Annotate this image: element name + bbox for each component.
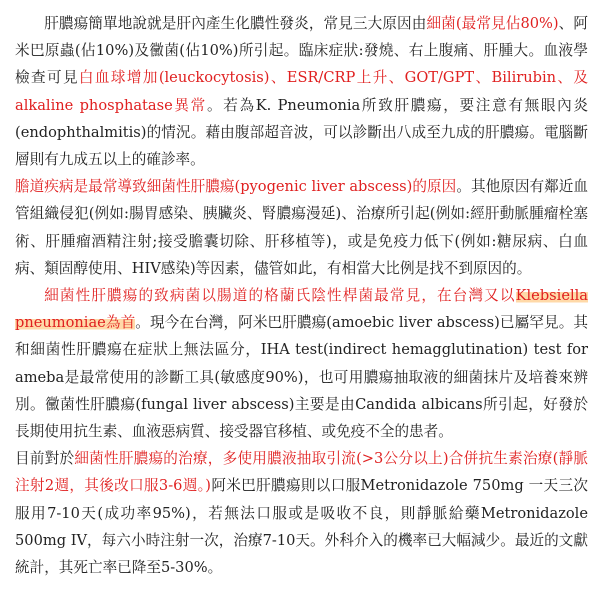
highlighted-text: 膽道疾病是最常導致細菌性肝膿瘍(pyogenic liver abscess)的原因 — [15, 178, 457, 196]
paragraph-pathogens — [15, 282, 588, 445]
highlighted-text: 細菌(最常見佔80%) — [426, 15, 559, 32]
text-run: 目前對於 — [15, 450, 75, 468]
highlighted-text: 細菌性肝膿瘍的治療，多使用膿液抽取引流(>3公分以上)合併抗生素治療(靜脈注射2週，其後改口服3-6週。) — [15, 450, 588, 495]
text-run: 、阿米巴原蟲(佔10%)及黴菌(佔10%)所引起。臨床症狀:發燒、右上腹痛、肝腫大。血液學檢查可見 — [15, 15, 588, 87]
marker-highlighted-text: Klebsiella pneumoniae為首 — [15, 287, 588, 332]
highlighted-text: 白血球增加(leuckocytosis)、ESR/CRP上升、GOT/GPT、Bilirubin、及alkaline phosphatase異常 — [15, 69, 588, 114]
paragraph-causes — [15, 173, 588, 282]
text-run: 肝膿瘍簡單地說就是肝內產生化膿性發炎，常見三大原因由 — [44, 15, 427, 32]
paragraph-liver-abscess-overview — [15, 10, 588, 173]
text-run: 。若為K. Pneumonia所致肝膿瘍，要注意有無眼內炎(endophthalmitis)的情況。藉由腹部超音波，可以診斷出八成至九成的肝膿瘍。電腦斷層則有九成五以上的確診率。 — [15, 96, 588, 169]
text-run: 。其他原因有鄰近血管組織侵犯(例如:腸胃感染、胰臟炎、腎膿瘍漫延)、治療所引起(例如:經肝動脈腫瘤栓塞術、肝腫瘤酒精注射;接受膽囊切除、肝移植等)，或是免疫力低下(例如:糖尿病、白血病、類固醇使用、HIV感染)等因素，儘管如此，有相當大比例是找不到原因的。 — [15, 178, 588, 277]
highlighted-text: 細菌性肝膿瘍的致病菌以腸道的格蘭氏陰性桿菌最常見，在台灣又以 — [44, 287, 516, 305]
text-run: 阿米巴肝膿瘍則以口服Metronidazole 750mg 一天三次 服用7-10天(成功率95%)，若無法口服或是吸收不良，則靜脈給藥Metronidazole 500mg IV，每六小時注射一次，治療7-10天。外科介入的機率已大幅減少。最近的文獻統計，其死亡率已降至5-30%。 — [15, 477, 588, 577]
text-run: 。現今在台灣，阿米巴肝膿瘍(amoebic liver abscess)已屬罕見。其和細菌性肝膿瘍在症狀上無法區分，IHA test(indirect hemagglutination) test for ameba是最常使用的診斷工具(敏感度90%)，也可用膿瘍抽取液的細菌抹片及培養來辨別。黴菌性肝膿瘍(fungal liver abscess)主要是由Candida albicans所引起，好發於長期使用抗生素、血液惡病質、接受器官移植、或免疫不全的患者。 — [15, 314, 588, 441]
paragraph-treatment — [15, 445, 588, 581]
